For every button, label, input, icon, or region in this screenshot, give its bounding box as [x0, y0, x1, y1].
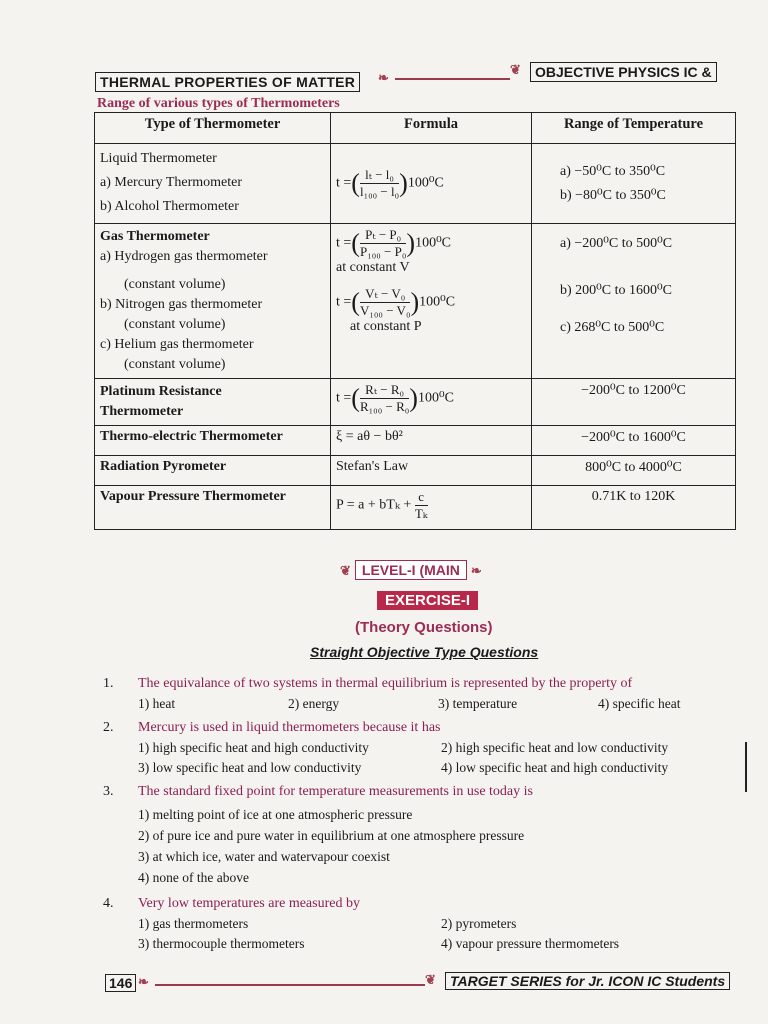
list-item: a) Hydrogen gas thermometer: [100, 249, 268, 264]
book-title: OBJECTIVE PHYSICS IC &: [530, 62, 717, 82]
table-row: [95, 379, 736, 426]
row-title: Radiation Pyrometer: [95, 456, 331, 486]
row-title: Gas Thermometer: [100, 229, 210, 244]
question-list: [103, 676, 743, 952]
range-value: b) −80⁰C to 350⁰C: [560, 187, 666, 203]
page-number: 146: [105, 974, 136, 992]
list-item: b) Alcohol Thermometer: [100, 199, 239, 214]
level-label: LEVEL-I (MAIN: [355, 560, 467, 580]
row-title: Liquid Thermometer: [100, 151, 217, 166]
ornament-icon: ❧: [138, 974, 149, 989]
range-value: 0.71K to 120K: [532, 486, 736, 530]
formula-cell: ξ = aθ − bθ²: [331, 426, 532, 456]
ornament-icon: ❧: [470, 563, 482, 578]
row-title: Vapour Pressure Thermometer: [95, 486, 331, 530]
option[interactable]: 3) low specific heat and low conductivity: [138, 760, 362, 775]
table-row: [95, 224, 736, 379]
options-row: [138, 916, 743, 932]
table-row: [95, 426, 736, 456]
range-value: a) −50⁰C to 350⁰C: [560, 163, 666, 179]
range-value: 800⁰C to 4000⁰C: [532, 456, 736, 486]
option[interactable]: 4) specific heat: [598, 696, 681, 711]
range-value: b) 200⁰C to 1600⁰C: [560, 283, 672, 298]
col-header-range: Range of Temperature: [532, 113, 736, 144]
list-note: (constant volume): [124, 277, 226, 292]
footer-rule: [155, 984, 425, 986]
range-value: −200⁰C to 1600⁰C: [532, 426, 736, 456]
option[interactable]: 2) high specific heat and low conductivity: [441, 740, 669, 755]
header-rule: [395, 78, 510, 80]
exercise-badge: EXERCISE-I: [377, 591, 478, 610]
thermometer-table: [94, 112, 736, 530]
row-title: Thermometer: [100, 404, 184, 419]
formula-cell: t =( $\frac{\text{Pₜ − P₀}}{\text{P₁₀₀ − P₀}}$ )100⁰C at constant V t =( $\frac{\text{Vₜ − V₀}}{\text{V₁₀₀ − V₀}}$ )100⁰C at constant P: [331, 224, 532, 379]
chapter-title: THERMAL PROPERTIES OF MATTER: [95, 72, 360, 92]
question-type-heading: Straight Objective Type Questions: [310, 644, 539, 660]
row-title: Thermo-electric Thermometer: [95, 426, 331, 456]
option[interactable]: 4) vapour pressure thermometers: [441, 936, 620, 951]
option[interactable]: 3) thermocouple thermometers: [138, 936, 305, 951]
ornament-icon: ❦: [425, 972, 436, 987]
option[interactable]: 3) temperature: [438, 696, 518, 711]
formula-cell: t =( $\frac{\text{Rₜ − R₀}}{\text{R₁₀₀ − R₀}}$ )100⁰C: [331, 379, 532, 426]
ornament-icon: ❦: [510, 62, 521, 77]
list-item: b) Nitrogen gas thermometer: [100, 297, 263, 312]
formula-cell: P = a + bTₖ + $\frac{c}{\text{Tₖ}}$: [331, 486, 532, 530]
margin-bar: [745, 742, 747, 792]
options-column: [138, 804, 743, 888]
col-header-formula: Formula: [331, 113, 532, 144]
option[interactable]: 2) of pure ice and pure water in equilibrium at one atmosphere pressure: [138, 828, 525, 843]
option[interactable]: 2) pyrometers: [441, 916, 517, 931]
options-row: [138, 696, 743, 712]
options-row: [138, 936, 743, 952]
list-note: (constant volume): [124, 317, 226, 332]
range-value: c) 268⁰C to 500⁰C: [560, 320, 665, 335]
row-title: Platinum Resistance: [100, 384, 222, 399]
option[interactable]: 3) at which ice, water and watervapour coexist: [138, 849, 390, 864]
question-item: 4. Very low temperatures are measured by: [103, 896, 360, 911]
option[interactable]: 2) energy: [288, 696, 340, 711]
option[interactable]: 4) none of the above: [138, 870, 249, 885]
section-subtitle: (Theory Questions): [355, 619, 493, 636]
option[interactable]: 1) high specific heat and high conductivity: [138, 740, 369, 755]
col-header-type: Type of Thermometer: [95, 113, 331, 144]
question-item: 3. The standard fixed point for temperature measurements in use today is: [103, 784, 533, 799]
question-item: 2. Mercury is used in liquid thermometers because it has: [103, 720, 441, 735]
table-row: [95, 486, 736, 530]
list-item: c) Helium gas thermometer: [100, 337, 254, 352]
option[interactable]: 1) heat: [138, 696, 176, 711]
table-subtitle: Range of various types of Thermometers: [97, 96, 340, 111]
option[interactable]: 1) melting point of ice at one atmospheric pressure: [138, 807, 413, 822]
list-note: (constant volume): [124, 357, 226, 372]
options-row: [138, 740, 743, 756]
option[interactable]: 1) gas thermometers: [138, 916, 249, 931]
formula-cell: t =( $\frac{\text{lₜ − l₀}}{\text{l₁₀₀ − l₀}}$ )100⁰C: [331, 144, 532, 224]
ornament-icon: ❦: [340, 563, 351, 578]
options-row: [138, 760, 743, 776]
range-value: a) −200⁰C to 500⁰C: [560, 236, 673, 251]
formula-cell: Stefan's Law: [331, 456, 532, 486]
level-heading: [340, 560, 482, 580]
table-row: [95, 456, 736, 486]
range-value: −200⁰C to 1200⁰C: [532, 379, 736, 426]
option[interactable]: 4) low specific heat and high conductivity: [441, 760, 669, 775]
table-row: [95, 144, 736, 224]
series-title: TARGET SERIES for Jr. ICON IC Students: [445, 972, 730, 990]
ornament-icon: ❧: [378, 70, 389, 85]
list-item: a) Mercury Thermometer: [100, 175, 243, 190]
question-item: 1. The equivalance of two systems in thermal equilibrium is represented by the property of: [103, 676, 633, 691]
